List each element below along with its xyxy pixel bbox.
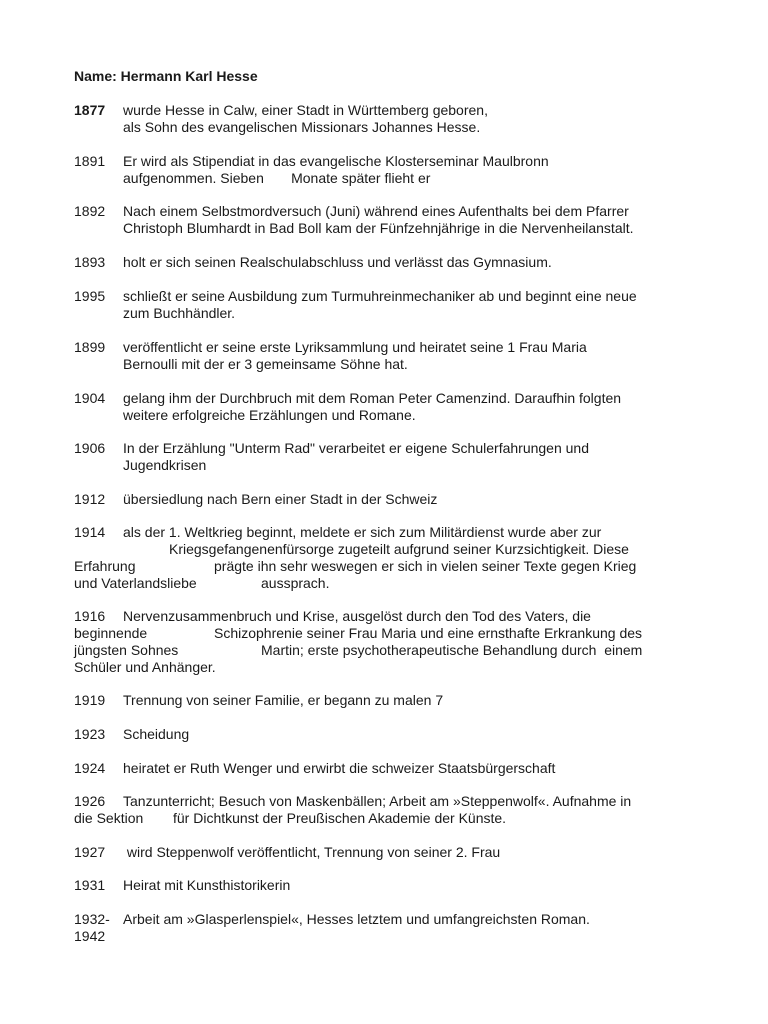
entry-year: 1892 — [74, 203, 106, 219]
entry-text: beginnende — [74, 625, 148, 641]
entry-text: Er wird als Stipendiat in das evangelische Klosterseminar Maulbronn — [123, 153, 549, 169]
entry-text: gelang ihm der Durchbruch mit dem Roman Peter Camenzind. Daraufhin folgten — [123, 390, 622, 406]
entry-year: 1899 — [74, 339, 106, 355]
entry-text: wird Steppenwolf veröffentlicht, Trennung von seiner 2. Frau — [123, 844, 501, 860]
entry-text: Erfahrung — [74, 558, 136, 574]
entry-text: Jugendkrisen — [123, 457, 207, 473]
entry-text: Schizophrenie seiner Frau Maria und eine ernsthafte Erkrankung des — [214, 625, 643, 641]
entry-year: 1919 — [74, 692, 106, 708]
entry-year: 1916 — [74, 608, 106, 624]
entry-text: aufgenommen. Sieben Monate später flieht er — [123, 170, 431, 186]
entry-text: Heirat mit Kunsthistorikerin — [123, 877, 291, 893]
entry-text: veröffentlicht er seine erste Lyriksammlung und heiratet seine 1 Frau Maria — [123, 339, 587, 355]
entry-text: Schüler und Anhänger. — [74, 659, 216, 675]
entry-text: Trennung von seiner Familie, er begann zu malen 7 — [123, 692, 444, 708]
entry-year: 1906 — [74, 440, 106, 456]
entry-year: 1932- — [74, 911, 110, 927]
entry-text: Nach einem Selbstmordversuch (Juni) während eines Aufenthalts bei dem Pfarrer — [123, 203, 629, 219]
entry-text: Martin; erste psychotherapeutische Behandlung durch einem — [261, 642, 643, 658]
entry-year: 1914 — [74, 524, 106, 540]
entry-text: Scheidung — [123, 726, 190, 742]
entry-text: für Dichtkunst der Preußischen Akademie der Künste. — [173, 810, 507, 826]
entry-text: zum Buchhändler. — [123, 305, 236, 321]
entry-year: 1923 — [74, 726, 106, 742]
entry-year: 1891 — [74, 153, 106, 169]
entry-text: holt er sich seinen Realschulabschluss und verlässt das Gymnasium. — [123, 254, 552, 270]
entry-text: Tanzunterricht; Besuch von Maskenbällen; Arbeit am »Steppenwolf«. Aufnahme in — [123, 793, 632, 809]
entry-text: weitere erfolgreiche Erzählungen und Romane. — [123, 407, 416, 423]
entry-text: und Vaterlandsliebe — [74, 575, 197, 591]
entry-year: 1912 — [74, 491, 106, 507]
entry-text: Nervenzusammenbruch und Krise, ausgelöst durch den Tod des Vaters, die — [123, 608, 591, 624]
document-title: Name: Hermann Karl Hesse — [74, 68, 258, 84]
entry-text: prägte ihn sehr weswegen er sich in vielen seiner Texte gegen Krieg — [214, 558, 637, 574]
entry-text: die Sektion — [74, 810, 144, 826]
entry-text: In der Erzählung "Unterm Rad" verarbeitet er eigene Schulerfahrungen und — [123, 440, 589, 456]
entry-text: wurde Hesse in Calw, einer Stadt in Württemberg geboren, — [123, 102, 488, 118]
entry-year: 1926 — [74, 793, 106, 809]
entry-year: 1904 — [74, 390, 106, 406]
entry-text: übersiedlung nach Bern einer Stadt in der Schweiz — [123, 491, 438, 507]
entry-text: schließt er seine Ausbildung zum Turmuhreinmechaniker ab und beginnt eine neue — [123, 288, 637, 304]
entry-text: als der 1. Weltkrieg beginnt, meldete er sich zum Militärdienst wurde aber zur — [123, 524, 602, 540]
entry-year: 1893 — [74, 254, 106, 270]
entry-year: 1877 — [74, 102, 106, 118]
entry-text: jüngsten Sohnes — [74, 642, 179, 658]
entry-text: als Sohn des evangelischen Missionars Johannes Hesse. — [123, 119, 481, 135]
entry-text: aussprach. — [261, 575, 330, 591]
entry-text: Kriegsgefangenenfürsorge zugeteilt aufgrund seiner Kurzsichtigkeit. Diese — [169, 541, 629, 557]
entry-text: Christoph Blumhardt in Bad Boll kam der Fünfzehnjährige in die Nervenheilanstalt. — [123, 220, 634, 236]
entry-year: 1995 — [74, 288, 106, 304]
entry-year-end: 1942 — [74, 928, 106, 944]
entry-text: Bernoulli mit der er 3 gemeinsame Söhne hat. — [123, 356, 408, 372]
entry-text: Arbeit am »Glasperlenspiel«, Hesses letztem und umfangreichsten Roman. — [123, 911, 590, 927]
entry-year: 1927 — [74, 844, 106, 860]
entry-year: 1931 — [74, 877, 106, 893]
entry-year: 1924 — [74, 760, 106, 776]
entry-text: heiratet er Ruth Wenger und erwirbt die schweizer Staatsbürgerschaft — [123, 760, 556, 776]
